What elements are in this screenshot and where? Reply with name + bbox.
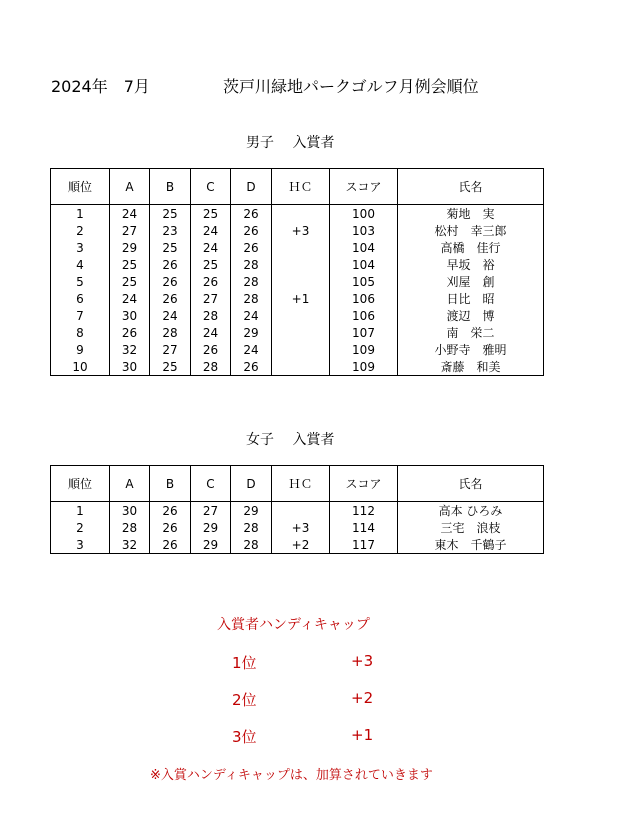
table-row [51, 205, 544, 223]
table-cell: 29 [231, 324, 272, 341]
table-cell: 24 [110, 290, 150, 307]
table-cell: 109 [330, 358, 398, 376]
col-a: A [110, 169, 150, 205]
handicap-value-3: +1 [351, 726, 374, 744]
table-cell: 1 [51, 205, 110, 223]
table-cell: 103 [330, 222, 398, 239]
table-cell [272, 256, 330, 273]
table-cell: 28 [231, 256, 272, 273]
table-cell: 26 [150, 273, 191, 290]
handicap-title: 入賞者ハンディキャップ [217, 617, 370, 633]
table-cell: 26 [231, 358, 272, 376]
table-cell: 24 [191, 324, 231, 341]
table-cell: 渡辺 博 [398, 307, 544, 324]
col-hc: ＨＣ [272, 466, 330, 502]
table-cell: 27 [191, 290, 231, 307]
men-results-table [50, 168, 544, 376]
table-cell: 松村 幸三郎 [398, 222, 544, 239]
table-cell: 1 [51, 502, 110, 520]
table-cell: 30 [110, 358, 150, 376]
women-heading: 女子 入賞者 [246, 432, 335, 448]
table-cell: 104 [330, 239, 398, 256]
table-cell: 26 [110, 324, 150, 341]
table-cell: 10 [51, 358, 110, 376]
table-row [51, 519, 544, 536]
table-cell: 小野寺 雅明 [398, 341, 544, 358]
table-cell: 高橋 佳行 [398, 239, 544, 256]
table-cell [272, 502, 330, 520]
table-row [51, 341, 544, 358]
table-cell: 24 [231, 341, 272, 358]
table-cell: 2 [51, 222, 110, 239]
table-cell: 27 [110, 222, 150, 239]
table-cell: 28 [231, 519, 272, 536]
table-row [51, 222, 544, 239]
table-cell: 26 [231, 205, 272, 223]
table-cell: 3 [51, 239, 110, 256]
table-row [51, 536, 544, 554]
table-cell: 26 [231, 222, 272, 239]
table-cell: +2 [272, 536, 330, 554]
col-hc: ＨＣ [272, 169, 330, 205]
col-a: A [110, 466, 150, 502]
table-row [51, 307, 544, 324]
col-c: C [191, 466, 231, 502]
table-cell: 30 [110, 307, 150, 324]
table-cell [272, 324, 330, 341]
col-d: D [231, 466, 272, 502]
table-cell: 32 [110, 536, 150, 554]
table-cell: 25 [191, 205, 231, 223]
table-cell: 27 [150, 341, 191, 358]
table-cell: +3 [272, 519, 330, 536]
table-cell: 105 [330, 273, 398, 290]
col-d: D [231, 169, 272, 205]
handicap-value-1: +3 [351, 652, 374, 670]
table-cell: 26 [150, 256, 191, 273]
table-row [51, 324, 544, 341]
table-cell: 112 [330, 502, 398, 520]
table-cell: 30 [110, 502, 150, 520]
table-cell: 6 [51, 290, 110, 307]
col-name: 氏名 [398, 169, 544, 205]
handicap-place-1: 1位 [232, 654, 257, 672]
table-row [51, 502, 544, 520]
col-score: スコア [330, 169, 398, 205]
table-cell: 106 [330, 307, 398, 324]
title-event: 茨戸川緑地パークゴルフ月例会順位 [223, 77, 479, 96]
table-cell: 2 [51, 519, 110, 536]
women-results-table [50, 465, 544, 554]
col-b: B [150, 169, 191, 205]
table-cell: 26 [150, 290, 191, 307]
handicap-value-2: +2 [351, 689, 374, 707]
table-cell: 25 [150, 239, 191, 256]
table-cell [272, 239, 330, 256]
table-cell: 28 [191, 307, 231, 324]
table-cell: 25 [150, 358, 191, 376]
col-b: B [150, 466, 191, 502]
table-cell: 28 [150, 324, 191, 341]
table-cell: 107 [330, 324, 398, 341]
table-cell: 28 [231, 273, 272, 290]
table-row [51, 273, 544, 290]
page-title [51, 74, 479, 97]
col-score: スコア [330, 466, 398, 502]
table-cell: +1 [272, 290, 330, 307]
handicap-place-2: 2位 [232, 691, 257, 709]
handicap-note: ※入賞ハンディキャップは、加算されていきます [150, 768, 433, 783]
table-cell: 26 [150, 519, 191, 536]
table-cell: 25 [110, 273, 150, 290]
col-rank: 順位 [51, 169, 110, 205]
table-cell: 27 [191, 502, 231, 520]
table-cell: 28 [231, 290, 272, 307]
table-cell: 高本 ひろみ [398, 502, 544, 520]
table-cell: 斎藤 和美 [398, 358, 544, 376]
table-cell [272, 205, 330, 223]
table-cell: 24 [191, 222, 231, 239]
table-cell [272, 273, 330, 290]
table-cell [272, 341, 330, 358]
table-cell: 東木 千鶴子 [398, 536, 544, 554]
men-heading: 男子 入賞者 [246, 135, 335, 151]
table-cell: 刈屋 創 [398, 273, 544, 290]
table-row [51, 256, 544, 273]
table-cell: 29 [191, 536, 231, 554]
table-cell: 5 [51, 273, 110, 290]
table-cell: 109 [330, 341, 398, 358]
table-cell: 24 [231, 307, 272, 324]
title-date: 2024年 7月 [51, 77, 150, 96]
table-cell: 7 [51, 307, 110, 324]
table-cell: 23 [150, 222, 191, 239]
table-cell: 28 [231, 536, 272, 554]
col-name: 氏名 [398, 466, 544, 502]
table-cell: 8 [51, 324, 110, 341]
table-cell: 29 [191, 519, 231, 536]
table-cell: 菊地 実 [398, 205, 544, 223]
table-cell: 32 [110, 341, 150, 358]
table-cell: 25 [110, 256, 150, 273]
table-cell: 南 栄二 [398, 324, 544, 341]
table-cell: 117 [330, 536, 398, 554]
table-cell: 早坂 裕 [398, 256, 544, 273]
table-row [51, 239, 544, 256]
table-cell: 114 [330, 519, 398, 536]
table-row [51, 290, 544, 307]
table-cell: 24 [110, 205, 150, 223]
col-rank: 順位 [51, 466, 110, 502]
table-cell: 29 [231, 502, 272, 520]
table-cell: 29 [110, 239, 150, 256]
table-cell: 24 [150, 307, 191, 324]
table-cell: 3 [51, 536, 110, 554]
handicap-place-3: 3位 [232, 728, 257, 746]
table-cell [272, 358, 330, 376]
table-row [51, 358, 544, 376]
table-cell: 9 [51, 341, 110, 358]
table-cell: 25 [191, 256, 231, 273]
table-cell: 4 [51, 256, 110, 273]
table-cell: 26 [150, 536, 191, 554]
table-cell: 28 [110, 519, 150, 536]
table-cell: 26 [231, 239, 272, 256]
men-header-row [51, 169, 544, 205]
table-cell: 28 [191, 358, 231, 376]
table-cell: 26 [191, 273, 231, 290]
table-cell: 24 [191, 239, 231, 256]
table-cell: 26 [191, 341, 231, 358]
col-c: C [191, 169, 231, 205]
table-cell: 日比 昭 [398, 290, 544, 307]
table-cell: 104 [330, 256, 398, 273]
table-cell [272, 307, 330, 324]
table-cell: 100 [330, 205, 398, 223]
table-cell: +3 [272, 222, 330, 239]
table-cell: 26 [150, 502, 191, 520]
women-header-row [51, 466, 544, 502]
table-cell: 三宅 浪枝 [398, 519, 544, 536]
table-cell: 106 [330, 290, 398, 307]
table-cell: 25 [150, 205, 191, 223]
